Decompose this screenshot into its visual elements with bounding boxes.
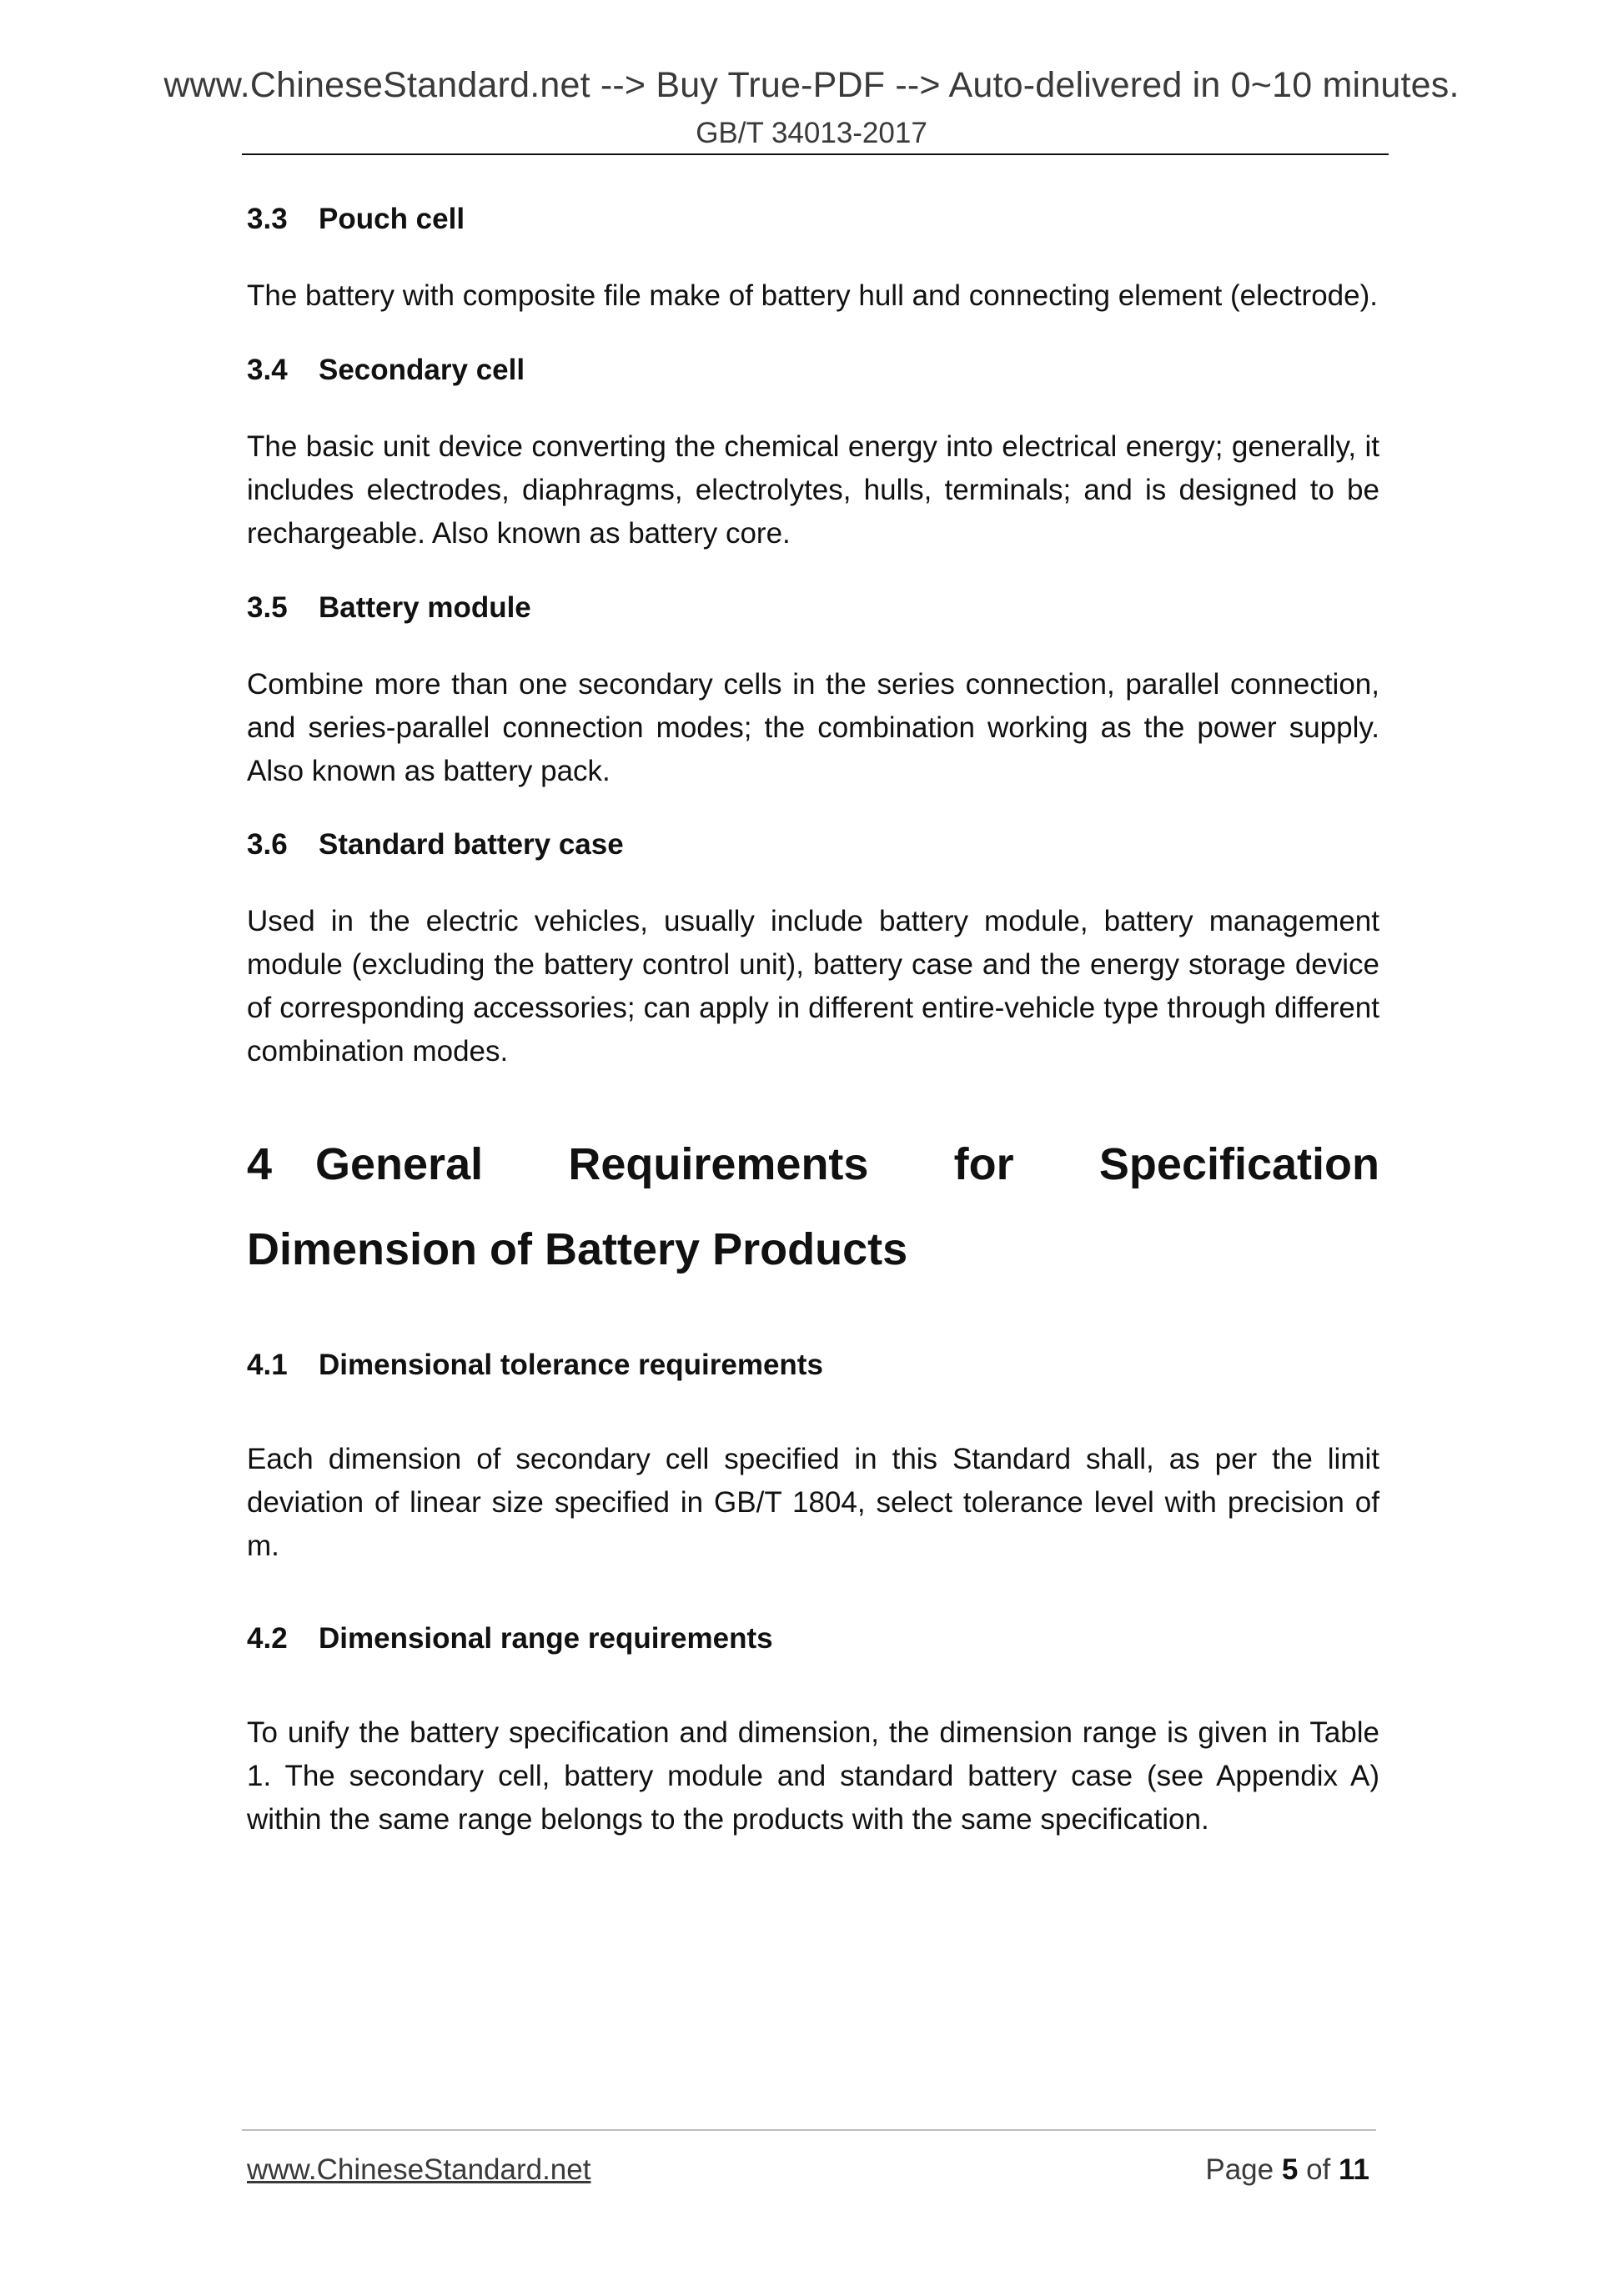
page-of: of: [1306, 2153, 1331, 2186]
chapter-title: General Requirements for Specification Dimension of Battery Products: [247, 1139, 1379, 1274]
page-label: Page: [1205, 2153, 1274, 2186]
footer-divider: [242, 2129, 1376, 2131]
section-title: Standard battery case: [319, 828, 624, 861]
page-current: 5: [1281, 2153, 1299, 2186]
chapter-heading-4: [247, 1122, 1379, 1292]
page-total: 11: [1339, 2153, 1369, 2186]
section-number: 3.4: [247, 354, 288, 386]
section-title: Secondary cell: [319, 354, 525, 386]
section-heading-3-6: [247, 828, 624, 862]
section-title: Battery module: [319, 591, 531, 624]
section-heading-3-5: [247, 591, 531, 625]
document-id: GB/T 34013-2017: [696, 117, 927, 149]
section-heading-3-3: [247, 203, 465, 236]
section-body-4-2: To unify the battery specification and dimension, the dimension range is given in Table 1. The secondary cell, battery module and standard battery case (see Appendix A) within the same range belongs to the products with the same specification.: [247, 1716, 1379, 1836]
section-body-4-1: Each dimension of secondary cell specified in this Standard shall, as per the limit deviation of linear size specified in GB/T 1804, select tolerance level with precision of m.: [247, 1443, 1379, 1562]
chapter-number: 4: [247, 1139, 273, 1189]
footer-site-link[interactable]: www.ChineseStandard.net: [247, 2153, 591, 2186]
section-body-3-5: Combine more than one secondary cells in the series connection, parallel connection, and series-parallel connection modes; the combination working as the power supply. Also known as battery pack.: [247, 668, 1379, 787]
top-banner[interactable]: www.ChineseStandard.net --> Buy True-PDF --> Auto-delivered in 0~10 minutes.: [163, 65, 1460, 105]
section-heading-3-4: [247, 354, 525, 387]
section-body-3-3: The battery with composite file make of battery hull and connecting element (electrode).: [247, 279, 1378, 312]
section-title: Dimensional range requirements: [319, 1622, 773, 1655]
section-body-3-4: The basic unit device converting the chemical energy into electrical energy; generally, it includes electrodes, diaphragms, electrolytes, hulls, terminals; and is designed to be rechargeable. Also known as battery core.: [247, 430, 1379, 550]
section-number: 3.3: [247, 203, 288, 235]
section-heading-4-2: [247, 1622, 773, 1655]
section-title: Dimensional tolerance requirements: [319, 1349, 823, 1381]
section-number: 3.6: [247, 828, 288, 861]
section-title: Pouch cell: [319, 203, 465, 235]
section-number: 4.2: [247, 1622, 288, 1655]
section-heading-4-1: [247, 1349, 823, 1382]
page-indicator: [1201, 2153, 1369, 2187]
section-number: 4.1: [247, 1349, 288, 1381]
section-body-3-6: Used in the electric vehicles, usually include battery module, battery management module (excluding the battery control unit), battery case and the energy storage device of corresponding accessories; can apply in different entire-vehicle type through different combination modes.: [247, 905, 1379, 1068]
section-number: 3.5: [247, 591, 288, 624]
